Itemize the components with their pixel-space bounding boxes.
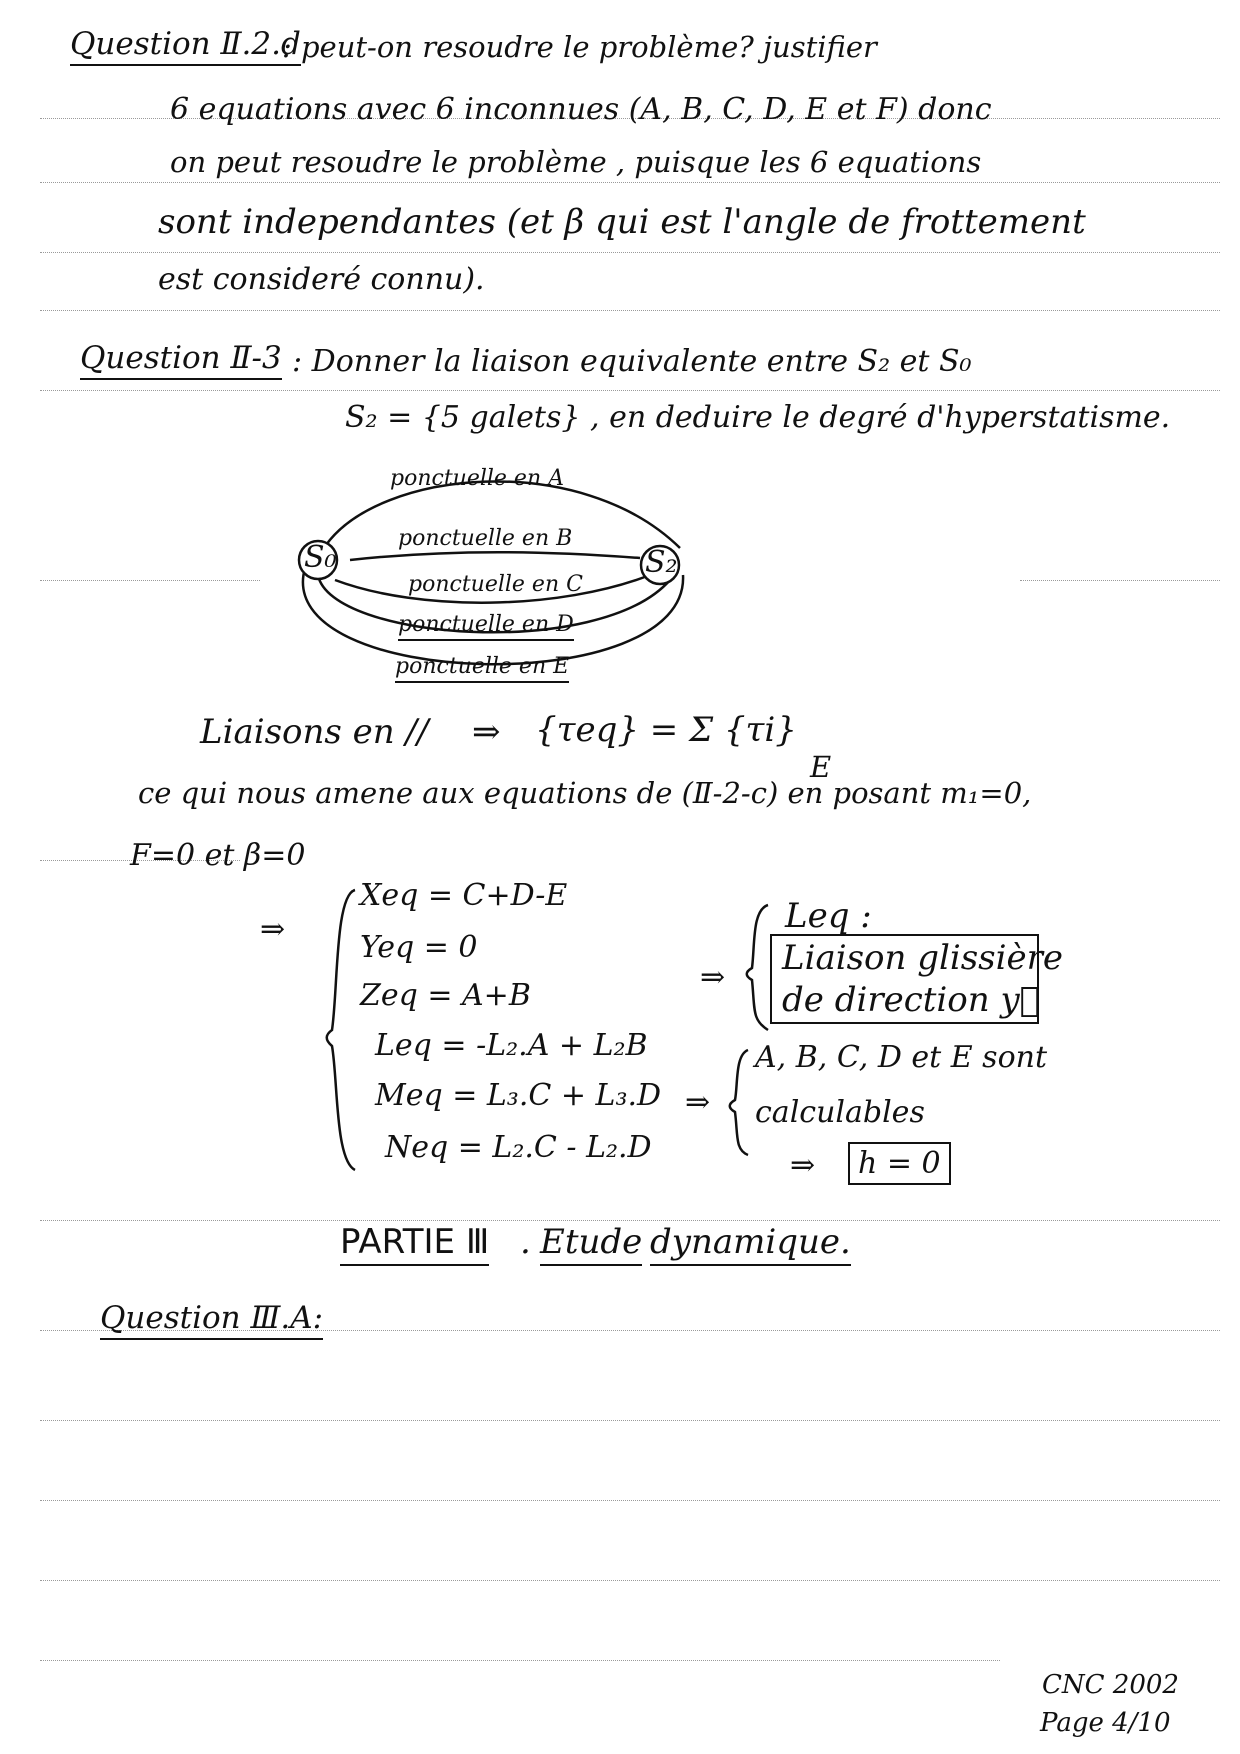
arc-label-d: ponctuelle en D bbox=[398, 612, 574, 641]
answer-line: 6 equations avec 6 inconnues (A, B, C, D, E et F) donc bbox=[170, 92, 992, 127]
question-2-3-label: Question Ⅱ-3 bbox=[80, 340, 282, 380]
footer-page-number: Page 4/10 bbox=[1040, 1708, 1171, 1738]
partie-3-title: PARTIE Ⅲ bbox=[340, 1222, 489, 1266]
arc-label-e: ponctuelle en E bbox=[395, 654, 569, 683]
question-2-3-prompt: : Donner la liaison equivalente entre S₂ et S₀ bbox=[292, 344, 972, 379]
question-2-3-subline: S₂ = {5 galets} , en deduire le degré d'hyperstatisme. bbox=[345, 400, 1171, 435]
leq-title: Leq : bbox=[785, 896, 872, 936]
left-brace bbox=[327, 890, 355, 1170]
calc-text-line2: calculables bbox=[755, 1095, 925, 1130]
torsor-subscript: E bbox=[810, 750, 832, 784]
answer-line: on peut resoudre le problème , puisque les 6 equations bbox=[170, 145, 982, 179]
node-s2-label: S₂ bbox=[645, 545, 678, 580]
leq-result-line1: Liaison glissière bbox=[782, 938, 1063, 978]
liaisons-parallel-text: Liaisons en // bbox=[200, 712, 429, 752]
question-2-2-d-label: Question Ⅱ.2.d bbox=[70, 26, 301, 66]
arc-label-a: ponctuelle en A bbox=[390, 466, 565, 491]
equation-neq: Neq = L₂.C - L₂.D bbox=[385, 1130, 652, 1165]
leq-result-box bbox=[770, 934, 1063, 1024]
node-s0-label: S₀ bbox=[304, 540, 337, 575]
torsor-sum-formula: {τeq} = Σ {τi} bbox=[535, 710, 797, 750]
equation-zeq: Zeq = A+B bbox=[360, 978, 531, 1013]
system-implies-arrow: ⇒ bbox=[260, 912, 286, 947]
implies-arrow: ⇒ bbox=[472, 712, 501, 752]
equation-meq: Meq = L₃.C + L₃.D bbox=[375, 1078, 662, 1113]
hyperstatism-result: h = 0 bbox=[848, 1142, 951, 1185]
partie-3-dot: . bbox=[520, 1222, 531, 1262]
equation-leq: Leq = -L₂.A + L₂B bbox=[375, 1028, 648, 1063]
partie-3-etude: Etude bbox=[540, 1222, 642, 1266]
answer-line: est consideré connu). bbox=[158, 262, 485, 297]
partie-3-dynamique: dynamique. bbox=[650, 1222, 851, 1266]
conditions-text: F=0 et β=0 bbox=[130, 838, 306, 873]
arc-label-c: ponctuelle en C bbox=[408, 572, 583, 597]
equations-intro-text: ce qui nous amene aux equations de (Ⅱ-2-c) en posant m₁=0, bbox=[138, 776, 1032, 810]
leq-result-line2: de direction y⃗ bbox=[782, 980, 1041, 1020]
calc-implies-arrow: ⇒ bbox=[685, 1085, 711, 1120]
equation-xeq: Xeq = C+D-E bbox=[360, 878, 568, 913]
question-2-2-d-prompt: : peut-on resoudre le problème? justifier bbox=[282, 30, 877, 64]
calc-text-line1: A, B, C, D et E sont bbox=[755, 1040, 1048, 1075]
arc-label-b: ponctuelle en B bbox=[398, 526, 573, 551]
leq-implies-arrow: ⇒ bbox=[700, 960, 726, 995]
answer-line: sont independantes (et β qui est l'angle de frottement bbox=[158, 202, 1086, 242]
h-implies-arrow: ⇒ bbox=[790, 1148, 816, 1183]
footer-exam-name: CNC 2002 bbox=[1042, 1670, 1179, 1700]
question-3-a-label: Question Ⅲ.A: bbox=[100, 1300, 323, 1340]
calc-brace bbox=[730, 1050, 748, 1155]
equation-yeq: Yeq = 0 bbox=[360, 930, 478, 965]
leq-brace bbox=[747, 905, 768, 1030]
